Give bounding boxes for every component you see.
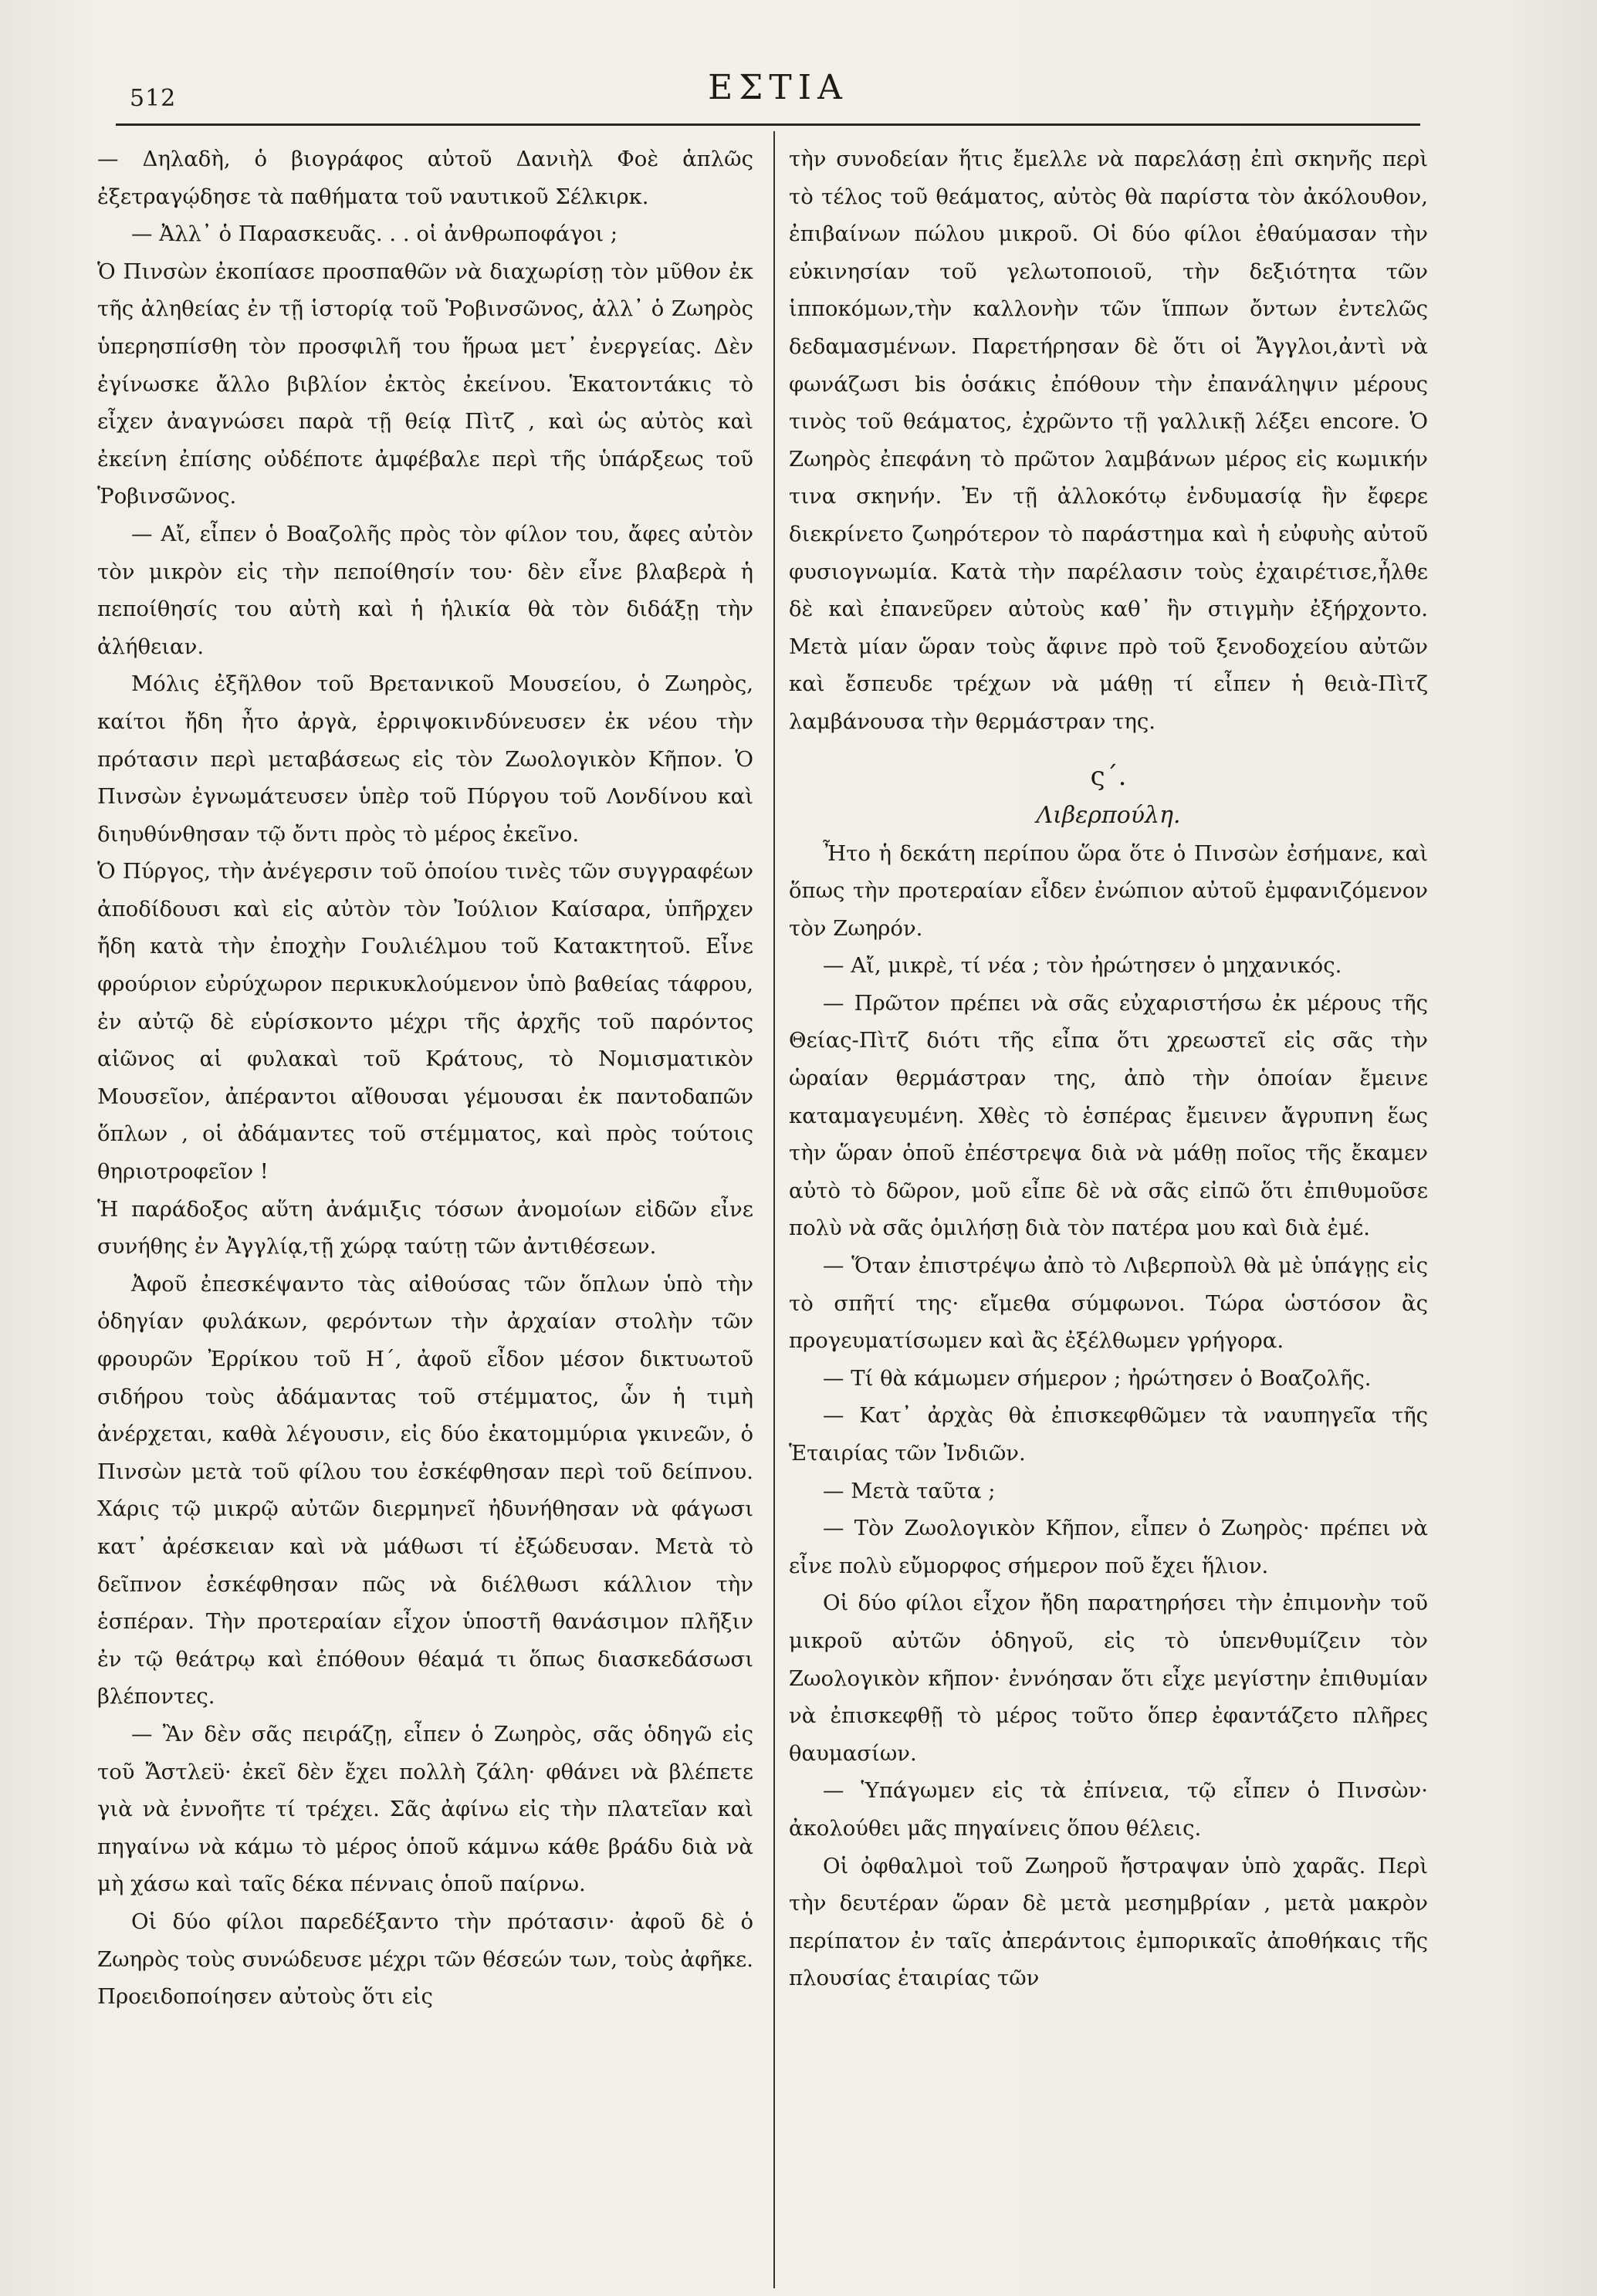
paragraph: — Τί θὰ κάμωμεν σήμερον ; ἠρώτησεν ὁ Βοαζολῆς. [823, 1365, 1372, 1391]
section-number: ς΄. [1090, 760, 1127, 792]
paragraph: Οἱ δύο φίλοι εἶχον ἤδη παρατηρήσει τὴν ἐπιμονὴν τοῦ μικροῦ αὐτῶν ὁδηγοῦ, εἰς τὸ ὑπενθυμίζειν τὸν Ζωολογικὸν κῆπον· ἐννόησαν ὅτι εἶχε μεγίστην ἐπιθυμίαν νὰ ἐπισκεφθῇ τὸ μέρος τοῦτο ὅπερ ἐφαντάζετο πλῆρες θαυμασίων. [789, 1591, 1428, 1766]
paragraph: — Μετὰ ταῦτα ; [823, 1478, 996, 1503]
left-column [97, 140, 753, 2294]
paragraph: — Ἂν δὲν σᾶς πειράζῃ, εἶπεν ὁ Ζωηρὸς, σᾶς ὁδηγῶ εἰς τοῦ Ἄστλεϋ· ἐκεῖ δὲν ἔχει πολλὴ ζάλη· φθάνει νὰ βλέπετε γιὰ νὰ ἐννοῆτε τί τρέχει. Σᾶς ἀφίνω εἰς τὴν πλατεῖαν καὶ πηγαίνω νὰ κάμω τὸ μέρος ὁποῦ κάμνω κάθε βράδυ διὰ νὰ μὴ χάσω καὶ ταῖς δέκα πέννaις ὁποῦ παίρνω. [97, 1721, 753, 1897]
paragraph: Ἦτο ἡ δεκάτη περίπου ὥρα ὅτε ὁ Πινσὼν ἐσήμανε, καὶ ὅπως τὴν προτεραίαν εἶδεν ἐνώπιον αὐτοῦ ἐμφανιζόμενον τὸν Ζωηρόν. [789, 840, 1428, 941]
paragraph: Οἱ δύο φίλοι παρεδέξαντο τὴν πρότασιν· ἀφοῦ δὲ ὁ Ζωηρὸς τοὺς συνώδευσε μέχρι τῶν θέσεών των, τοὺς ἀφῆκε. Προειδοποίησεν αὐτοὺς ὅτι εἰς [97, 1909, 753, 2010]
paragraph: Ὁ Πινσὼν ἐκοπίασε προσπαθῶν νὰ διαχωρίσῃ τὸν μῦθον ἐκ τῆς ἀληθείας ἐν τῇ ἱστορίᾳ τοῦ Ῥοβινσῶνος, ἀλλ᾽ ὁ Ζωηρὸς ὑπερησπίσθη τὸν προσφιλῆ του ἥρωα μετ᾽ ἐνεργείας. Δὲν ἐγίνωσκε ἄλλο βιβλίον ἐκτὸς ἐκείνου. Ἑκατοντάκις τὸ εἶχεν ἀναγνώσει παρὰ τῇ θείᾳ Πὶτζ , καὶ ὡς αὐτὸς καὶ ἐκείνη ἐπίσης οὐδέποτε ἀμφέβαλε περὶ τῆς ὑπάρξεως τοῦ Ῥοβινσῶνος. [97, 259, 753, 509]
paragraph: — Ὅταν ἐπιστρέψω ἀπὸ τὸ Λιβερποὺλ θὰ μὲ ὑπάγῃς εἰς τὸ σπῆτί της· εἴμεθα σύμφωνοι. Τώρα ὡστόσον ἂς προγευματίσωμεν καὶ ἂς ἐξέλθωμεν γρήγορα. [789, 1253, 1428, 1354]
paragraph: — Δηλαδὴ, ὁ βιογράφος αὐτοῦ Δανιὴλ Φοὲ ἁπλῶς ἐξετραγῴδησε τὰ παθήματα τοῦ ναυτικοῦ Σέλκιρκ. [97, 147, 753, 209]
paragraph: Οἱ ὀφθαλμοὶ τοῦ Ζωηροῦ ἤστραψαν ὑπὸ χαρᾶς. Περὶ τὴν δευτέραν ὥραν δὲ μετὰ μεσημβρίαν , μετὰ μακρὸν περίπατον ἐν ταῖς ἀπεράντοις ἐμπορικαῖς ἀποθήκαις τῆς πλουσίας ἑταιρίας τῶν [789, 1853, 1428, 1991]
masthead-title: ΕΣΤΙΑ [708, 68, 848, 107]
section-title: Λιβερπούλη. [1036, 801, 1181, 829]
paragraph: — Τὸν Ζωολογικὸν Κῆπον, εἶπεν ὁ Ζωηρὸς· πρέπει νὰ εἶνε πολὺ εὔμορφος σήμερον ποῦ ἔχει ἥλιον. [789, 1516, 1428, 1578]
paragraph: τὴν συνοδείαν ἥτις ἔμελλε νὰ παρελάσῃ ἐπὶ σκηνῆς περὶ τὸ τέλος τοῦ θεάματος, αὐτὸς θὰ παρίστα τὸν ἀκόλουθον, ἐπιβαίνων πώλου μικροῦ. Οἱ δύο φίλοι ἐθαύμασαν τὴν εὐκινησίαν τοῦ γελωτοποιοῦ, τὴν δεξιότητα τῶν ἱπποκόμων,τὴν καλλονὴν τῶν ἵππων ὄντων ἐντελῶς δεδαμασμένων. Παρετήρησαν δὲ ὅτι οἱ Ἄγγλοι,ἀντὶ νὰ φωνάζωσι bis ὁσάκις ἐπόθουν τὴν ἐπανάληψιν μέρους τινὸς τοῦ θεάματος, ἐχρῶντο τῇ γαλλικῇ λέξει encore. Ὁ Ζωηρὸς ἐπεφάνη τὸ πρῶτον λαμβάνων μέρος εἰς κωμικήν τινα σκηνήν. Ἐν τῇ ἀλλοκότῳ ἐνδυμασίᾳ ἣν ἔφερε διεκρίνετο ζωηρότερον τὸ παράστημα καὶ ἡ εὐφυὴς αὐτοῦ φυσιογνωμία. Κατὰ τὴν παρέλασιν τοὺς ἐχαιρέτισε,ἦλθε δὲ καὶ ἐπανεῦρεν αὐτοὺς καθ᾽ ἣν στιγμὴν ἐξήρχοντο. Μετὰ μίαν ὥραν τοὺς ἄφινε πρὸ τοῦ ξενοδοχείου αὐτῶν καὶ ἔσπευδε τρέχων νὰ μάθῃ τί εἶπεν ἡ θειὰ-Πὶτζ λαμβάνουσα τὴν θερμάστραν της. [789, 147, 1428, 734]
header-rule [116, 123, 1420, 126]
paragraph: — Ὑπάγωμεν εἰς τὰ ἐπίνεια, τῷ εἶπεν ὁ Πινσὼν· ἀκολούθει μᾶς πηγαίνεις ὅπου θέλεις. [789, 1778, 1428, 1841]
paragraph: — Κατ᾽ ἀρχὰς θὰ ἐπισκεφθῶμεν τὰ ναυπηγεῖα τῆς Ἑταιρίας τῶν Ἰνδιῶν. [789, 1403, 1428, 1466]
paragraph: Μόλις ἐξῆλθον τοῦ Βρετανικοῦ Μουσείου, ὁ Ζωηρὸς, καίτοι ἤδη ἦτο ἀργὰ, ἐρριψοκινδύνευσεν ἐκ νέου τὴν πρότασιν περὶ μεταβάσεως εἰς τὸν Ζωολογικὸν Κῆπον. Ὁ Πινσὼν ἐγνωμάτευσεν ὑπὲρ τοῦ Πύργου τοῦ Λονδίνου καὶ διηυθύνθησαν τῷ ὄντι πρὸς τὸ μέρος ἐκεῖνο. [97, 671, 753, 847]
paragraph: — Αἴ, μικρὲ, τί νέα ; τὸν ἠρώτησεν ὁ μηχανικός. [823, 953, 1342, 979]
page-header [130, 63, 1426, 110]
paragraph: — Πρῶτον πρέπει νὰ σᾶς εὐχαριστήσω ἐκ μέρους τῆς Θείας-Πὶτζ διότι τῆς εἶπα ὅτι χρεωστεῖ εἰς σᾶς τὴν ὡραίαν θερμάστραν της, ἀπὸ τὴν ὁποίαν ἔμεινε καταμαγευμένη. Χθὲς τὸ ἑσπέρας ἔμεινεν ἄγρυπνη ἕως τὴν ὥραν ὁποῦ ἐπέστρεψα διὰ νὰ μάθῃ ποῖος τῆς ἔκαμεν αὐτὸ τὸ δῶρον, μοῦ εἶπε δὲ νὰ σᾶς εἰπῶ ὅτι ἐπιθυμοῦσε πολὺ νὰ σᾶς ὁμιλήσῃ διὰ τὸν πατέρα μου καὶ διὰ ἐμέ. [789, 990, 1428, 1241]
paragraph: — Αἴ, εἶπεν ὁ Βοαζολῆς πρὸς τὸν φίλον του, ἄφες αὐτὸν τὸν μικρὸν εἰς τὴν πεποίθησίν του· δὲν εἶνε βλαβερὰ ἡ πεποίθησίς του αὐτὴ καὶ ἡ ἡλικία θὰ τὸν διδάξῃ τὴν ἀλήθειαν. [97, 521, 753, 659]
paragraph: Ὁ Πύργος, τὴν ἀνέγερσιν τοῦ ὁποίου τινὲς τῶν συγγραφέων ἀποδίδουσι καὶ εἰς αὐτὸν τὸν Ἰούλιον Καίσαρα, ὑπῆρχεν ἤδη κατὰ τὴν ἐποχὴν Γουλιέλμου τοῦ Κατακτητοῦ. Εἶνε φρούριον εὐρύχωρον περικυκλούμενον ὑπὸ βαθείας τάφρου, ἐν αὐτῷ δὲ εὑρίσκοντο μέχρι τῆς ἀρχῆς τοῦ παρόντος αἰῶνος αἱ φυλακαὶ τοῦ Κράτους, τὸ Νομισματικὸν Μουσεῖον, ἀπέραντοι αἴθουσαι γέμουσαι ἐκ παντοδαπῶν ὅπλων , οἱ ἀδάμαντες τοῦ στέμματος, καὶ πρὸς τούτοις θηριοτροφεῖον ! [97, 859, 753, 1185]
page-number: 512 [130, 85, 177, 112]
column-divider [773, 131, 775, 2288]
paragraph: Ἀφοῦ ἐπεσκέψαντο τὰς αἰθούσας τῶν ὅπλων ὑπὸ τὴν ὁδηγίαν φυλάκων, φερόντων τὴν ἀρχαίαν στολὴν τῶν φρουρῶν Ἐρρίκου τοῦ Η΄, ἀφοῦ εἶδον μέσον δικτυωτοῦ σιδήρου τοὺς ἀδάμαντας τοῦ στέμματος, ὧν ἡ τιμὴ ἀνέρχεται, καθὰ λέγουσιν, εἰς δύο ἑκατομμύρια γκινεῶν, ὁ Πινσὼν μετὰ τοῦ φίλου του ἐσκέφθησαν περὶ τοῦ δείπνου. Χάρις τῷ μικρῷ αὐτῶν διερμηνεῖ ἠδυνήθησαν νὰ φάγωσι κατ᾽ ἀρέσκειαν καὶ νὰ μάθωσι τί ἐξώδευσαν. Μετὰ τὸ δεῖπνον ἐσκέφθησαν πῶς νὰ διέλθωσι κάλλιον τὴν ἑσπέραν. Τὴν προτεραίαν εἶχον ὑποστῆ θανάσιμον πλῆξιν ἐν τῷ θεάτρῳ καὶ ἐπόθουν θέαμά τι ὅπως διασκεδάσωσι βλέποντες. [97, 1271, 753, 1709]
paragraph: — Ἀλλ᾽ ὁ Παρασκευᾶς. . . οἱ ἀνθρωποφάγοι ; [131, 221, 618, 247]
right-column [789, 140, 1428, 2294]
paragraph: Ἡ παράδοξος αὕτη ἀνάμιξις τόσων ἀνομοίων εἰδῶν εἶνε συνήθης ἐν Ἀγγλίᾳ,τῇ χώρᾳ ταύτῃ τῶν ἀντιθέσεων. [97, 1196, 753, 1260]
